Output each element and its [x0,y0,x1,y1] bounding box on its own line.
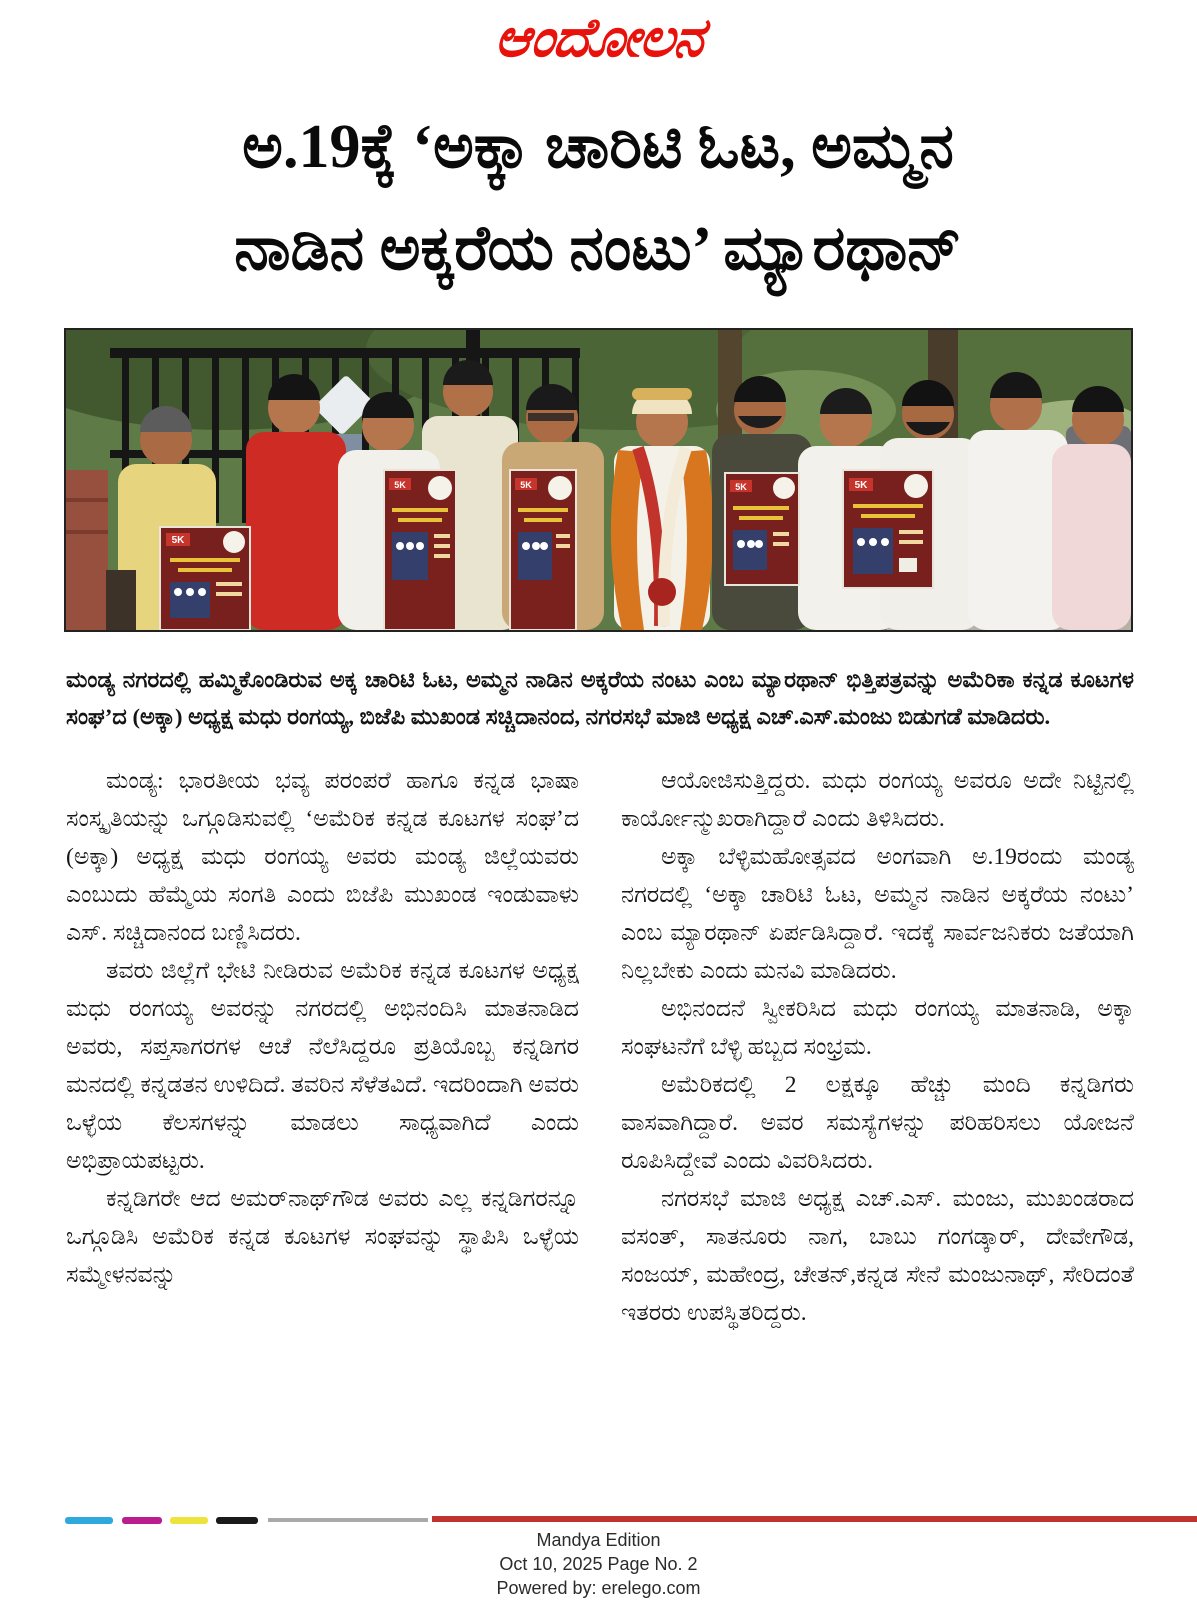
paragraph: ಅಮೆರಿಕದಲ್ಲಿ 2 ಲಕ್ಷಕ್ಕೂ ಹೆಚ್ಚು ಮಂದಿ ಕನ್ನಡಿಗರು ವಾಸವಾಗಿದ್ದಾರೆ. ಅವರ ಸಮಸ್ಯೆಗಳನ್ನು ಪರಿಹರಿಸಲು ಯೋಜನೆ ರೂಪಿಸಿದ್ದೇವೆ ಎಂದು ವಿವರಿಸಿದರು. [621,1072,1134,1174]
headline-line-2: ನಾಡಿನ ಅಕ್ಕರೆಯ ನಂಟು’ ಮ್ಯಾರಥಾನ್ [234,215,962,283]
paragraph: ತವರು ಜಿಲ್ಲೆಗೆ ಭೇಟಿ ನೀಡಿರುವ ಅಮೆರಿಕ ಕನ್ನಡ ಕೂಟಗಳ ಅಧ್ಯಕ್ಷ ಮಧು ರಂಗಯ್ಯ ಅವರನ್ನು ನಗರದಲ್ಲಿ ಅಭಿನಂದಿಸಿ ಮಾತನಾಡಿದ ಅವರು, ಸಪ್ತಸಾಗರಗಳ ಆಚೆ ನೆಲೆಸಿದ್ದರೂ ಪ್ರತಿಯೊಬ್ಬ ಕನ್ನಡಿಗರ ಮನದಲ್ಲಿ ಕನ್ನಡತನ ಉಳಿದಿದೆ. ತವರಿನ ಸೆಳೆತವಿದೆ. ಇದರಿಂದಾಗಿ ಅವರು ಒಳ್ಳೆಯ ಕೆಲಸಗಳನ್ನು ಮಾಡಲು ಸಾಧ್ಯವಾಗಿದೆ ಎಂದು ಅಭಿಪ್ರಾಯಪಟ್ಟರು. [66,958,579,1174]
event-poster [725,473,799,585]
brick-line [66,498,108,502]
news-photo-scene [66,330,1131,630]
registration-bar-cyan [65,1517,113,1524]
gray-rule [268,1518,428,1522]
red-rule [432,1516,1197,1522]
event-poster [510,470,576,630]
registration-bar-black [216,1517,258,1524]
event-poster [843,470,933,588]
svg-text:5K: 5K [854,480,868,491]
masthead-logo: ಆಂದೋಲನ [492,6,705,69]
paragraph: ಕನ್ನಡಿಗರೇ ಆದ ಅಮರ್‌ನಾಥ್‌ಗೌಡ ಅವರು ಎಲ್ಲ ಕನ್ನಡಿಗರನ್ನೂ ಒಗ್ಗೂಡಿಸಿ ಅಮೆರಿಕ ಕನ್ನಡ ಕೂಟಗಳ ಸಂಘವನ್ನು ಸ್ಥಾಪಿಸಿ ಒಳ್ಳೆಯ ಸಮ್ಮೇಳನವನ್ನು [66,1186,579,1288]
powered-by-label: Powered by: erelego.com [496,1578,701,1598]
print-registration-marks [0,1516,1197,1526]
paragraph: ಅಕ್ಕಾ ಬೆಳ್ಳಿಮಹೋತ್ಸವದ ಅಂಗವಾಗಿ ಅ.19ರಂದು ಮಂಡ್ಯ ನಗರದಲ್ಲಿ ‘ಅಕ್ಕಾ ಚಾರಿಟಿ ಓಟ, ಅಮ್ಮನ ನಾಡಿನ ಅಕ್ಕರೆಯ ನಂಟು’ ಎಂಬ ಮ್ಯಾರಥಾನ್ ಏರ್ಪಡಿಸಿದ್ದಾರೆ. ಇದಕ್ಕೆ ಸಾರ್ವಜನಿಕರು ಜತೆಯಾಗಿ ನಿಲ್ಲಬೇಕು ಎಂದು ಮನವಿ ಮಾಡಿದರು. [621,844,1134,984]
article-headline [58,96,1138,300]
photo-caption: ಮಂಡ್ಯ ನಗರದಲ್ಲಿ ಹಮ್ಮಿಕೊಂಡಿರುವ ಅಕ್ಕ ಚಾರಿಟಿ ಓಟ, ಅಮ್ಮನ ನಾಡಿನ ಅಕ್ಕರೆಯ ನಂಟು ಎಂಬ ಮ್ಯಾರಥಾನ್ ಭಿತ್ತಿಪತ್ರವನ್ನು ಅಮೆರಿಕಾ ಕನ್ನಡ ಕೂಟಗಳ ಸಂಘ’ದ (ಅಕ್ಕಾ) ಅಧ್ಯಕ್ಷ ಮಧು ರಂಗಯ್ಯ, ಬಿಜೆಪಿ ಮುಖಂಡ ಸಚ್ಚಿದಾನಂದ, ನಗರಸಭೆ ಮಾಜಿ ಅಧ್ಯಕ್ಷ ಎಚ್.ಎಸ್.ಮಂಜು ಬಿಡುಗಡೆ ಮಾಡಿದರು. [66,666,1134,729]
registration-bar-magenta [122,1517,162,1524]
svg-text:5K: 5K [171,535,185,546]
headline-line-1: ಅ.19ಕ್ಕೆ ‘ಅಕ್ಕಾ ಚಾರಿಟಿ ಓಟ, ಅಮ್ಮನ [242,113,954,181]
brick-wall [66,470,108,630]
brick-line [66,530,108,534]
svg-text:5K: 5K [394,480,406,490]
article-body [66,762,1134,1502]
event-poster [160,527,250,630]
paragraph: ನಗರಸಭೆ ಮಾಜಿ ಅಧ್ಯಕ್ಷ ಎಚ್.ಎಸ್. ಮಂಜು, ಮುಖಂಡರಾದ ವಸಂತ್, ಸಾತನೂರು ನಾಗ, ಬಾಬು ಗಂಗಡ್ಕಾರ್, ದೇವೇಗೌಡ, ಸಂಜಯ್, ಮಹೇಂದ್ರ, ಚೇತನ್,ಕನ್ನಡ ಸೇನೆ ಮಂಜುನಾಥ್, ಸೇರಿದಂತೆ ಇತರರು ಉಪಸ್ಥಿತರಿದ್ದರು. [621,1186,1134,1326]
registration-bar-yellow [170,1517,208,1524]
edition-label: Mandya Edition [536,1530,661,1550]
paragraph: ಆಯೋಜಿಸುತ್ತಿದ್ದರು. ಮಧು ರಂಗಯ್ಯ ಅವರೂ ಅದೇ ನಿಟ್ಟಿನಲ್ಲಿ ಕಾರ್ಯೋನ್ಮುಖರಾಗಿದ್ದಾರೆ ಎಂದು ತಿಳಿಸಿದರು. [621,768,1134,832]
page-footer [0,1528,1197,1600]
paragraph: ಮಂಡ್ಯ: ಭಾರತೀಯ ಭವ್ಯ ಪರಂಪರೆ ಹಾಗೂ ಕನ್ನಡ ಭಾಷಾ ಸಂಸ್ಕೃತಿಯನ್ನು ಒಗ್ಗೂಡಿಸುವಲ್ಲಿ ‘ಅಮೆರಿಕ ಕನ್ನಡ ಕೂಟಗಳ ಸಂಘ’ದ (ಅಕ್ಕಾ) ಅಧ್ಯಕ್ಷ ಮಧು ರಂಗಯ್ಯ ಅವರು ಮಂಡ್ಯ ಜಿಲ್ಲೆಯವರು ಎಂಬುದು ಹೆಮ್ಮೆಯ ಸಂಗತಿ ಎಂದು ಬಿಜೆಪಿ ಮುಖಂಡ ಇಂಡುವಾಳು ಎಸ್. ಸಚ್ಚಿದಾನಂದ ಬಣ್ಣಿಸಿದರು. [66,768,579,946]
paragraph: ಅಭಿನಂದನೆ ಸ್ವೀಕರಿಸಿದ ಮಧು ರಂಗಯ್ಯ ಮಾತನಾಡಿ, ಅಕ್ಕಾ ಸಂಘಟನೆಗೆ ಬೆಳ್ಳಿ ಹಬ್ಬದ ಸಂಭ್ರಮ. [621,996,1134,1060]
masthead [0,6,1197,70]
svg-text:5K: 5K [520,480,532,490]
svg-text:5K: 5K [735,482,747,492]
date-page-label: Oct 10, 2025 Page No. 2 [499,1554,698,1574]
article-column-right [621,762,1134,1502]
event-poster [384,470,456,630]
article-column-left [66,762,579,1502]
news-photo [66,330,1131,630]
